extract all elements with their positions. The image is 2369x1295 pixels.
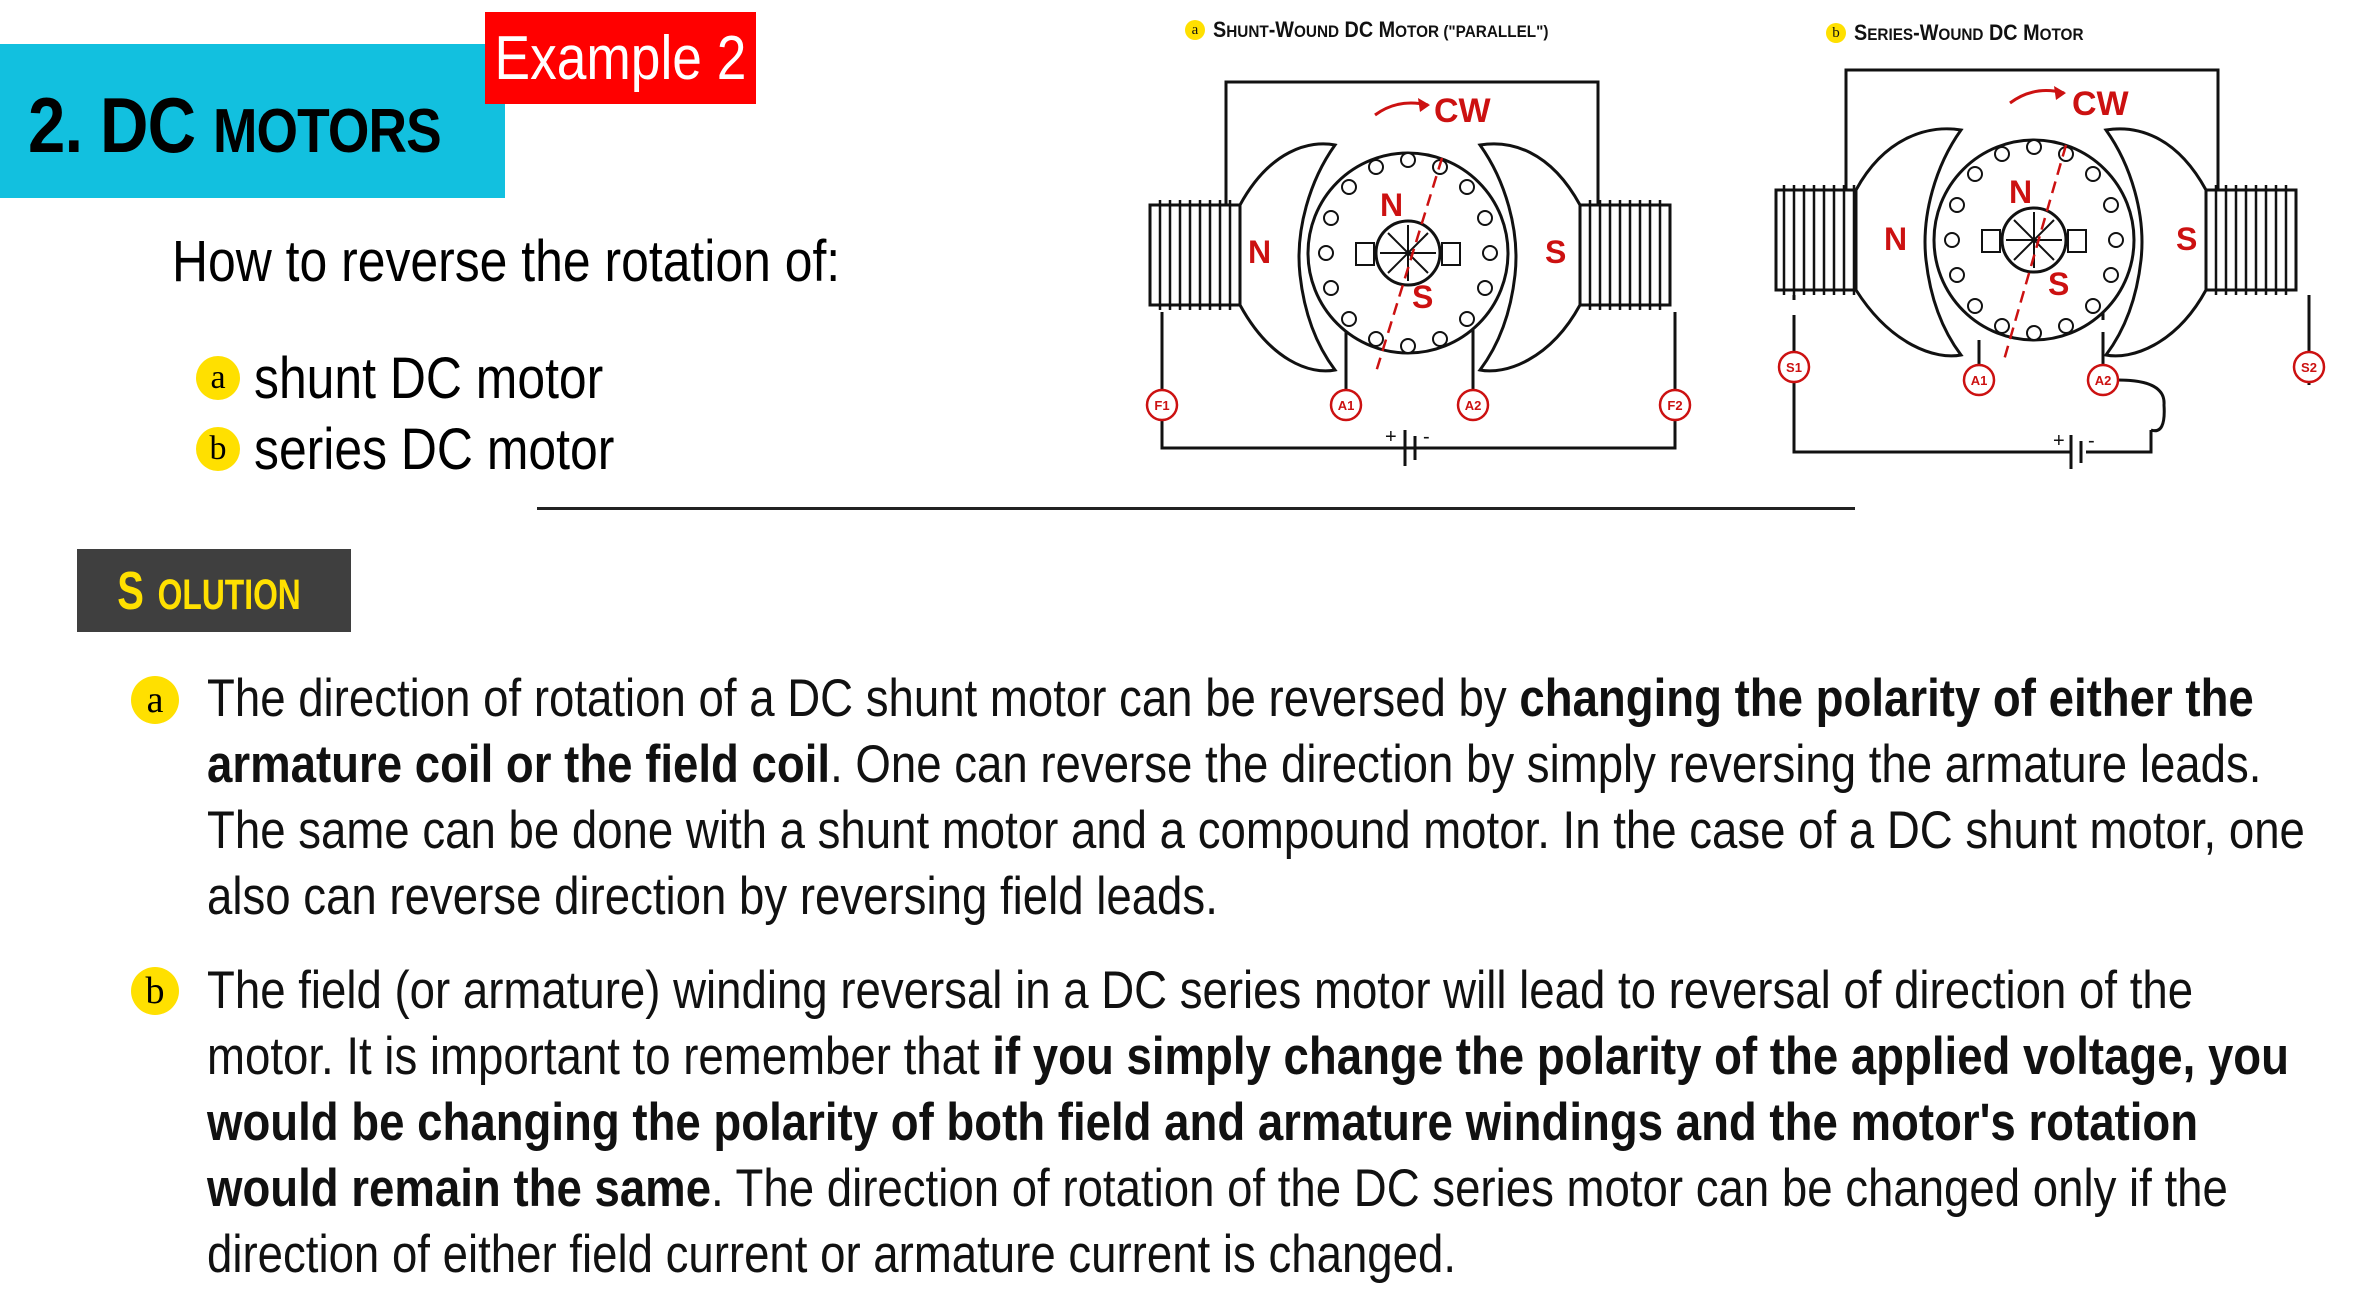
battery-minus: - bbox=[2088, 430, 2095, 452]
example-badge: Example 2 bbox=[485, 12, 756, 104]
bullet-a-icon: a bbox=[196, 356, 240, 400]
pole-s-label: S bbox=[2176, 221, 2198, 257]
terminal-label: S2 bbox=[2301, 360, 2317, 375]
terminal-label: A1 bbox=[1337, 398, 1355, 413]
bullet-a-icon: a bbox=[131, 676, 179, 724]
page-title: 2. DC MOTORS bbox=[28, 81, 441, 169]
pole-n-label: N bbox=[1884, 221, 1908, 257]
rotor-n-label: N bbox=[1380, 187, 1404, 223]
question-prompt: How to reverse the rotation of: bbox=[172, 229, 841, 294]
cw-label: CW bbox=[2072, 85, 2129, 123]
bullet-b-icon: b bbox=[131, 967, 179, 1015]
terminal-label: F2 bbox=[1667, 398, 1683, 413]
solution-b-paragraph: The field (or armature) winding reversal in a DC series motor will lead to reversal of direction of the motor. It is important to remember that if you simply change the polarity of the applied voltage, you would be changing the polarity of both field and armature windings and the motor's rotation would remain the same. The direction of rotation of the DC series motor can be changed only if the direction of either field current or armature current is changed. bbox=[207, 961, 2289, 1284]
caption-marker-a: a bbox=[1185, 20, 1205, 40]
question-item-b bbox=[196, 416, 673, 482]
terminal-label: A2 bbox=[1464, 398, 1482, 413]
pole-n-label: N bbox=[1248, 234, 1272, 270]
series-diagram-caption: b SERIES-WOUND DC MOTOR bbox=[1826, 20, 2109, 46]
battery-plus: + bbox=[1385, 426, 1397, 448]
pole-s-label: S bbox=[1545, 234, 1567, 270]
solution-a-bullet bbox=[131, 676, 179, 724]
shunt-motor-diagram bbox=[1130, 60, 1700, 480]
terminal-label: S1 bbox=[1786, 360, 1802, 375]
rotor-s-label: S bbox=[2048, 266, 2070, 302]
question-item-a bbox=[196, 345, 660, 411]
series-motor-diagram bbox=[1766, 55, 2346, 480]
rotor-s-label: S bbox=[1412, 279, 1434, 315]
solution-b-bullet bbox=[131, 967, 179, 1015]
shunt-diagram-caption: a SHUNT-WOUND DC MOTOR ("PARALLEL") bbox=[1185, 17, 1586, 43]
cw-label: CW bbox=[1434, 92, 1491, 130]
battery-minus: - bbox=[1423, 426, 1430, 448]
bullet-b-icon: b bbox=[196, 427, 240, 471]
battery-plus: + bbox=[2053, 430, 2065, 452]
solution-a-paragraph: The direction of rotation of a DC shunt motor can be reversed by changing the polarity of either the armature coil or the field coil. One can reverse the direction by simply reversing the armature leads. The same can be done with a shunt motor and a compound motor. In the case of a DC shunt motor, one also can reverse direction by reversing field leads. bbox=[207, 669, 2305, 926]
terminal-label: F1 bbox=[1154, 398, 1170, 413]
terminal-label: A1 bbox=[1970, 373, 1988, 388]
caption-marker-b: b bbox=[1826, 23, 1846, 43]
section-divider bbox=[537, 507, 1855, 510]
question-item-text: shunt DC motor bbox=[254, 345, 604, 411]
terminal-label: A2 bbox=[2094, 373, 2112, 388]
solution-label: S OLUTION bbox=[77, 549, 351, 632]
rotor-n-label: N bbox=[2009, 174, 2033, 210]
question-item-text: series DC motor bbox=[254, 416, 615, 482]
